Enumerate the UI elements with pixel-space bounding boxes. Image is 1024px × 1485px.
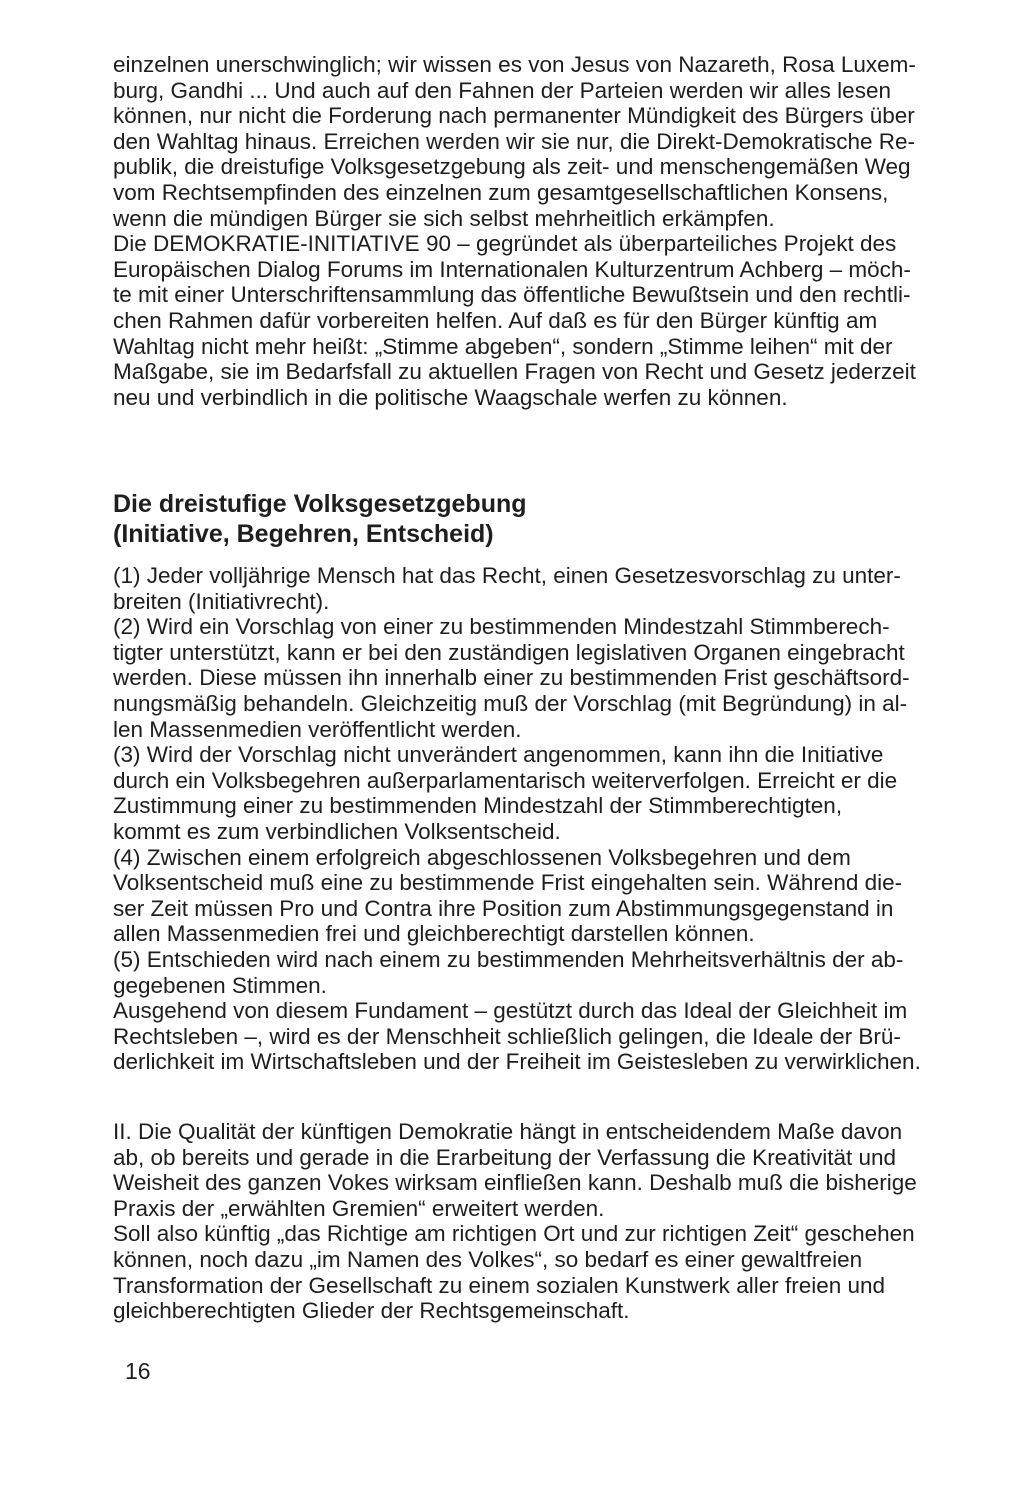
text-line: ser Zeit müssen Pro und Contra ihre Position zum Abstimmungsgegenstand in bbox=[113, 895, 894, 921]
text-line: den Wahltag hinaus. Erreichen werden wir sie nur, die Direkt-Demokratische Re- bbox=[113, 128, 916, 154]
intro-paragraph bbox=[113, 52, 943, 410]
text-line: kommt es zum verbindlichen Volksentscheid. bbox=[113, 818, 561, 844]
text-line: (2) Wird ein Vorschlag von einer zu bestimmenden Mindestzahl Stimmberech- bbox=[113, 614, 890, 640]
text-line: Zustimmung einer zu bestimmenden Mindestzahl der Stimmberechtigten, bbox=[113, 793, 843, 819]
text-line: (1) Jeder volljährige Mensch hat das Recht, einen Gesetzesvorschlag zu unter- bbox=[113, 563, 901, 588]
text-line: werden. Diese müssen ihn innerhalb einer zu bestimmenden Frist geschäftsord- bbox=[113, 665, 910, 691]
text-line: Transformation der Gesellschaft zu einem sozialen Kunstwerk aller freien und bbox=[113, 1272, 886, 1298]
text-line: vom Rechtsempfinden des einzelnen zum gesamtgesellschaftlichen Konsens, bbox=[113, 179, 889, 205]
text-line: gegebenen Stimmen. bbox=[113, 972, 327, 998]
text-line: publik, die dreistufige Volksgesetzgebung als zeit- und menschengemäßen Weg bbox=[113, 154, 911, 180]
page-number: 16 bbox=[125, 1358, 151, 1384]
section-heading bbox=[113, 489, 527, 549]
text-line: einzelnen unerschwinglich; wir wissen es von Jesus von Nazareth, Rosa Luxem- bbox=[113, 52, 916, 77]
democracy-quality-section bbox=[113, 1119, 943, 1324]
text-line: wenn die mündigen Bürger sie sich selbst mehrheitlich erkämpfen. bbox=[113, 205, 775, 231]
text-line: Soll also künftig „das Richtige am richtigen Ort und zur richtigen Zeit“ geschehen bbox=[113, 1221, 915, 1247]
text-line: Europäischen Dialog Forums im Internationalen Kulturzentrum Achberg – möch- bbox=[113, 256, 911, 282]
text-line: (4) Zwischen einem erfolgreich abgeschlossenen Volksbegehren und dem bbox=[113, 844, 851, 870]
text-line: len Massenmedien veröffentlicht werden. bbox=[113, 716, 522, 742]
text-line: Die DEMOKRATIE-INITIATIVE 90 – gegründet als überparteiliches Projekt des bbox=[113, 231, 897, 257]
text-line: breiten (Initiativrecht). bbox=[113, 588, 330, 614]
text-line: Weisheit des ganzen Vokes wirksam einfließen kann. Deshalb muß die bisherige bbox=[113, 1170, 917, 1196]
legislation-steps-section bbox=[113, 563, 943, 1075]
text-line: (5) Entschieden wird nach einem zu bestimmenden Mehrheitsverhältnis der ab- bbox=[113, 946, 904, 972]
heading-line: (Initiative, Begehren, Entscheid) bbox=[113, 520, 494, 548]
text-line: (3) Wird der Vorschlag nicht unverändert angenommen, kann ihn die Initiative bbox=[113, 742, 884, 768]
text-line: können, noch dazu „im Namen des Volkes“, so bedarf es einer gewaltfreien bbox=[113, 1246, 863, 1272]
text-line: chen Rahmen dafür vorbereiten helfen. Auf daß es für den Bürger künftig am bbox=[113, 307, 878, 333]
text-line: te mit einer Unterschriftensammlung das öffentliche Bewußtsein und den rechtli- bbox=[113, 282, 911, 308]
text-line: derlichkeit im Wirtschaftsleben und der Freiheit im Geistesleben zu verwirklichen. bbox=[113, 1049, 921, 1075]
text-line: burg, Gandhi ... Und auch auf den Fahnen der Parteien werden wir alles lesen bbox=[113, 77, 891, 103]
text-line: können, nur nicht die Forderung nach permanenter Mündigkeit des Bürgers über bbox=[113, 103, 915, 129]
text-line: nungsmäßig behandeln. Gleichzeitig muß der Vorschlag (mit Begründung) in al- bbox=[113, 690, 908, 716]
text-line: II. Die Qualität der künftigen Demokratie hängt in entscheidendem Maße davon bbox=[113, 1119, 903, 1144]
text-line: Wahltag nicht mehr heißt: „Stimme abgeben“, sondern „Stimme leihen“ mit der bbox=[113, 333, 893, 359]
text-line: neu und verbindlich in die politische Waagschale werfen zu können. bbox=[113, 384, 788, 410]
text-line: Rechtsleben –, wird es der Menschheit schließlich gelingen, die Ideale der Brü- bbox=[113, 1023, 901, 1049]
text-line: allen Massenmedien frei und gleichberechtigt darstellen können. bbox=[113, 921, 755, 947]
text-line: Praxis der „erwählten Gremien“ erweitert werden. bbox=[113, 1195, 605, 1221]
text-line: gleichberechtigten Glieder der Rechtsgemeinschaft. bbox=[113, 1298, 630, 1324]
text-line: durch ein Volksbegehren außerparlamentarisch weiterverfolgen. Erreicht er die bbox=[113, 767, 898, 793]
text-line: ab, ob bereits und gerade in die Erarbeitung der Verfassung die Kreativität und bbox=[113, 1144, 897, 1170]
heading-line: Die dreistufige Volksgesetzgebung bbox=[113, 490, 527, 518]
text-line: Maßgabe, sie im Bedarfsfall zu aktuellen Fragen von Recht und Gesetz jederzeit bbox=[113, 359, 916, 385]
text-line: tigter unterstützt, kann er bei den zuständigen legislativen Organen eingebracht bbox=[113, 639, 905, 665]
text-line: Volksentscheid muß eine zu bestimmende Frist eingehalten sein. Während die- bbox=[113, 870, 903, 896]
text-line: Ausgehend von diesem Fundament – gestützt durch das Ideal der Gleichheit im bbox=[113, 998, 908, 1024]
